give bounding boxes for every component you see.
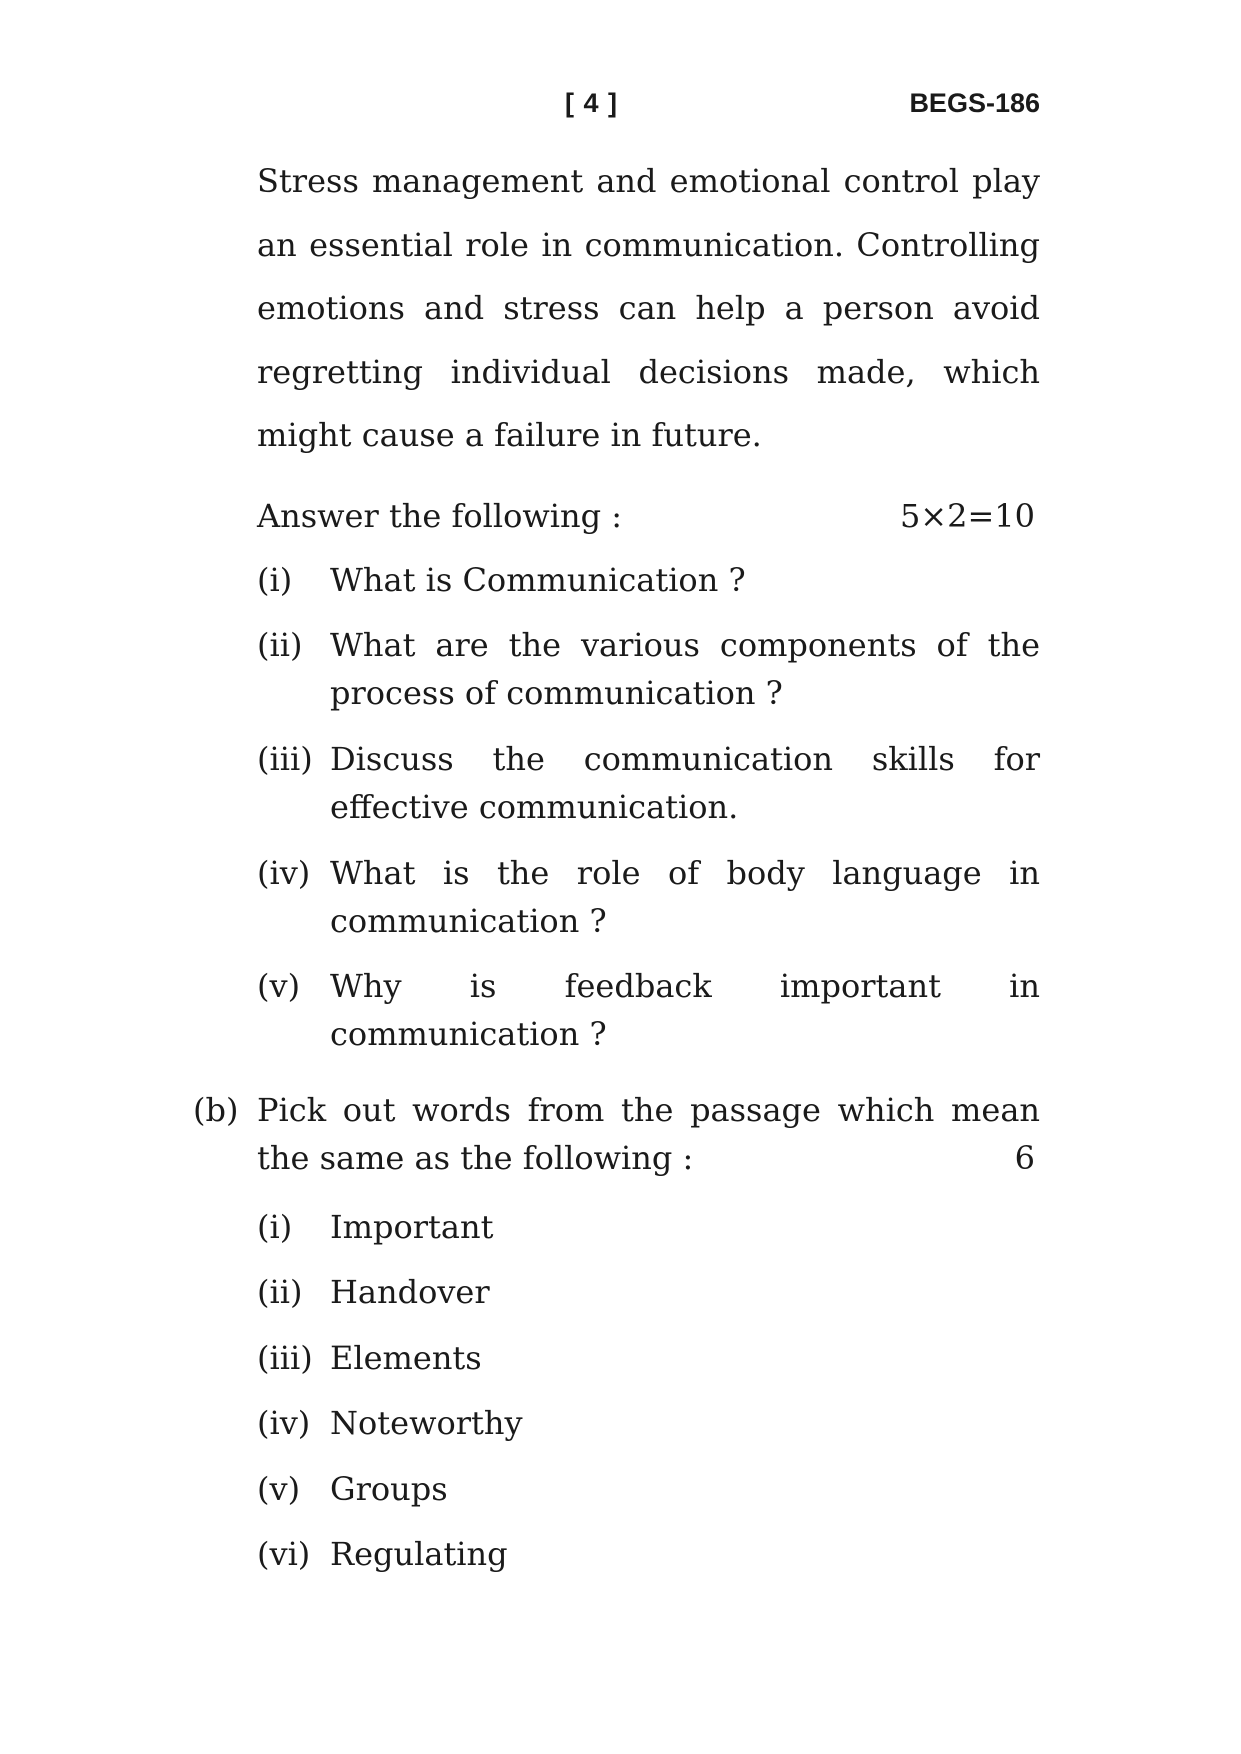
part-b-marks: 6: [1014, 1139, 1035, 1177]
question-text: Discuss the communication skills for effective communication.: [330, 740, 1040, 826]
question-number: (i): [257, 561, 293, 599]
part-a-instruction: Answer the following :: [257, 497, 623, 535]
word-item: [257, 1272, 490, 1312]
word-number: (iii): [257, 1339, 313, 1377]
question-number: (v): [257, 967, 301, 1005]
word-text: Important: [330, 1208, 494, 1246]
course-code: BEGS-186: [909, 88, 1040, 118]
word-number: (vi): [257, 1535, 311, 1573]
question-text: What is the role of body language in communication ?: [330, 854, 1040, 940]
question-text: What are the various components of the process of communication ?: [330, 626, 1040, 712]
word-item: [257, 1403, 523, 1443]
part-a-marks: 5×2=10: [899, 497, 1035, 535]
word-text: Noteworthy: [330, 1404, 523, 1442]
word-text: Groups: [330, 1470, 448, 1508]
word-number: (ii): [257, 1273, 303, 1311]
question-item: [257, 556, 1040, 604]
question-text: What is Communication ?: [330, 561, 746, 599]
part-a-instruction-row: [257, 496, 1035, 536]
passage-text: Stress management and emotional control play an essential role in communication. Controlling emotions and stress can help a person avoid regretting individual decisions made, which might cause a failure in future.: [257, 162, 1040, 454]
word-item: [257, 1338, 482, 1378]
word-text: Elements: [330, 1339, 482, 1377]
word-number: (iv): [257, 1404, 311, 1442]
question-item: [257, 962, 1040, 1058]
part-b-instruction: [193, 1086, 1040, 1182]
word-item: [257, 1469, 448, 1509]
part-b-label: (b): [193, 1091, 239, 1129]
part-b-instruction-line2: the same as the following :: [257, 1139, 694, 1177]
word-text: Handover: [330, 1273, 490, 1311]
word-number: (v): [257, 1470, 301, 1508]
word-item: [257, 1534, 508, 1574]
word-number: (i): [257, 1208, 293, 1246]
page-number: [ 4 ]: [565, 88, 619, 118]
question-item: [257, 621, 1040, 717]
question-number: (ii): [257, 626, 303, 664]
word-text: Regulating: [330, 1535, 508, 1573]
part-b-instruction-line1: Pick out words from the passage which mean: [257, 1091, 1040, 1129]
word-item: [257, 1207, 493, 1247]
question-number: (iii): [257, 740, 313, 778]
question-item: [257, 735, 1040, 831]
question-item: [257, 849, 1040, 945]
question-text: Why is feedback important in communication ?: [330, 967, 1040, 1053]
question-number: (iv): [257, 854, 311, 892]
